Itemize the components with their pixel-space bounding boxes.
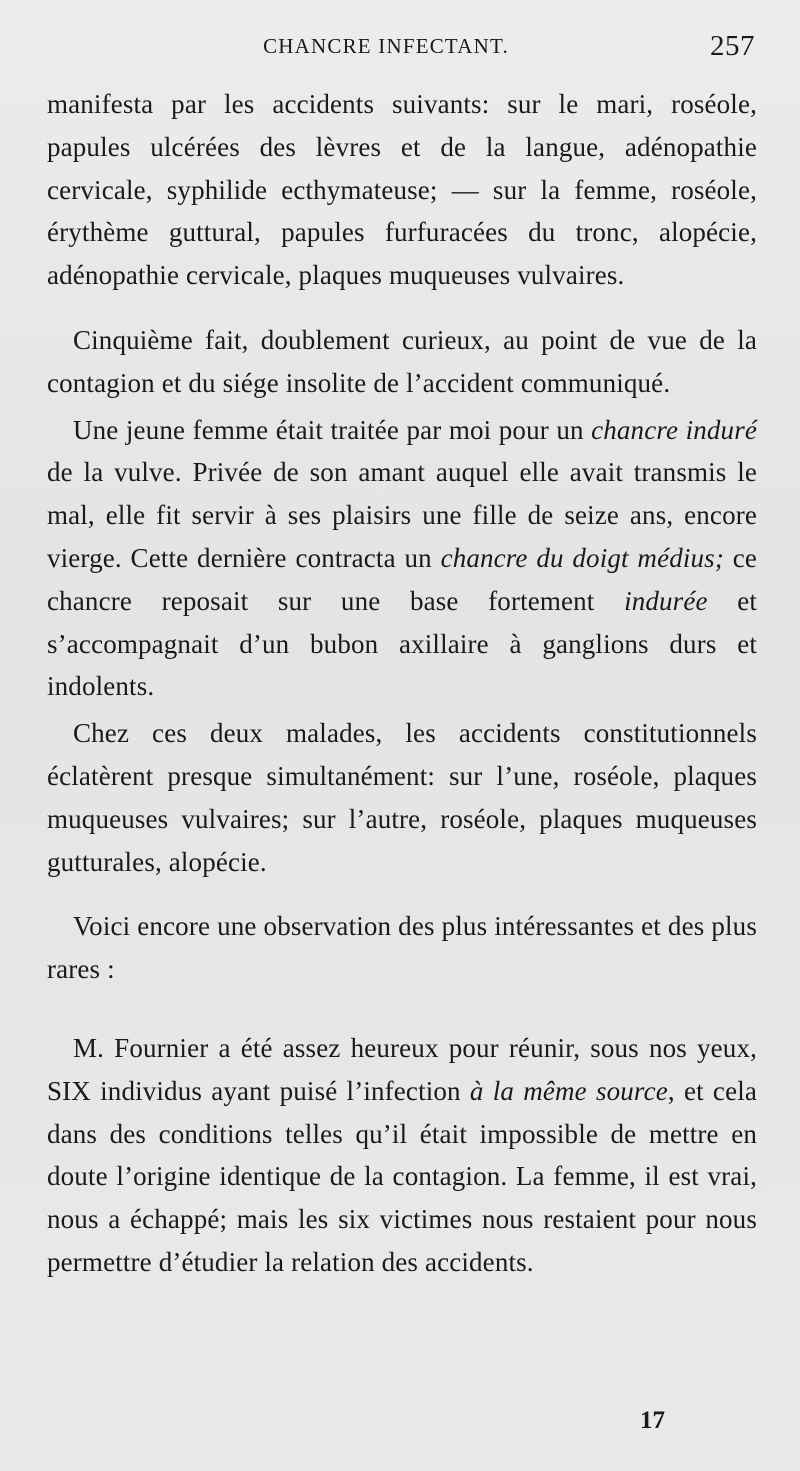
paragraph-continuation: manifesta par les accidents suivants: sur le mari, roséole, papules ulcérées des lèvres et de la langue, adénopathie cervicale, syphilide ecthymateuse; — sur la femme, roséole, érythème guttural, papules furfuracées du tronc, alopécie, adénopathie cervicale, plaques muqueuses vulvaires. xyxy=(47,89,757,291)
running-head xyxy=(47,30,755,70)
text-span: , et cela dans des conditions telles qu’il était impossible de mettre en doute l’origine identique de la contagion. La femme, il est vrai, nous a échappé; mais les six victimes nous restaient pour nous permettre d’étudier la relation des accidents. xyxy=(47,1075,757,1277)
signature-mark: 17 xyxy=(640,1407,665,1434)
body-text xyxy=(47,83,757,1284)
paragraph-fournier xyxy=(47,1027,757,1284)
italic-chancre-doigt: chancre du doigt médius; xyxy=(440,542,724,573)
paragraph-jeune-femme xyxy=(47,409,757,709)
italic-meme-source: à la même source xyxy=(469,1075,668,1106)
text-span: de la vulve. Privée de son amant auquel elle avait transmis le mal, elle fit servir à ses plaisirs une fille de seize ans, encore vierge. Cette dernière contracta un xyxy=(47,457,757,573)
running-title: CHANCRE INFECTANT. xyxy=(263,34,509,58)
text-span: et s’accompagnait d’un bubon axillaire à ganglions durs et indolents. xyxy=(47,585,758,702)
italic-chancre-indure: chancre induré xyxy=(591,414,757,445)
italic-induree: indurée xyxy=(624,585,708,616)
paragraph-cinquieme-fait: Cinquième fait, doublement curieux, au point de vue de la contagion et du siége insolite de l’accident communiqué. xyxy=(47,324,757,398)
text-span: ce chancre reposait sur une base fortement xyxy=(47,542,758,616)
page-number: 257 xyxy=(710,30,755,62)
paragraph-deux-malades: Chez ces deux malades, les accidents constitutionnels éclatèrent presque simultanément: sur l’une, roséole, plaques muqueuses vulvaires; sur l’autre, roséole, plaques muqueuses gutturales, alopécie. xyxy=(47,718,757,877)
paragraph-observation: Voici encore une observation des plus intéressantes et des plus rares : xyxy=(47,911,757,985)
text-span: M. Fournier a été assez heureux pour réunir, sous nos yeux, SIX individus ayant puisé l’infection xyxy=(47,1032,757,1106)
text-span: Une jeune femme était traitée par moi pour un xyxy=(73,414,592,445)
